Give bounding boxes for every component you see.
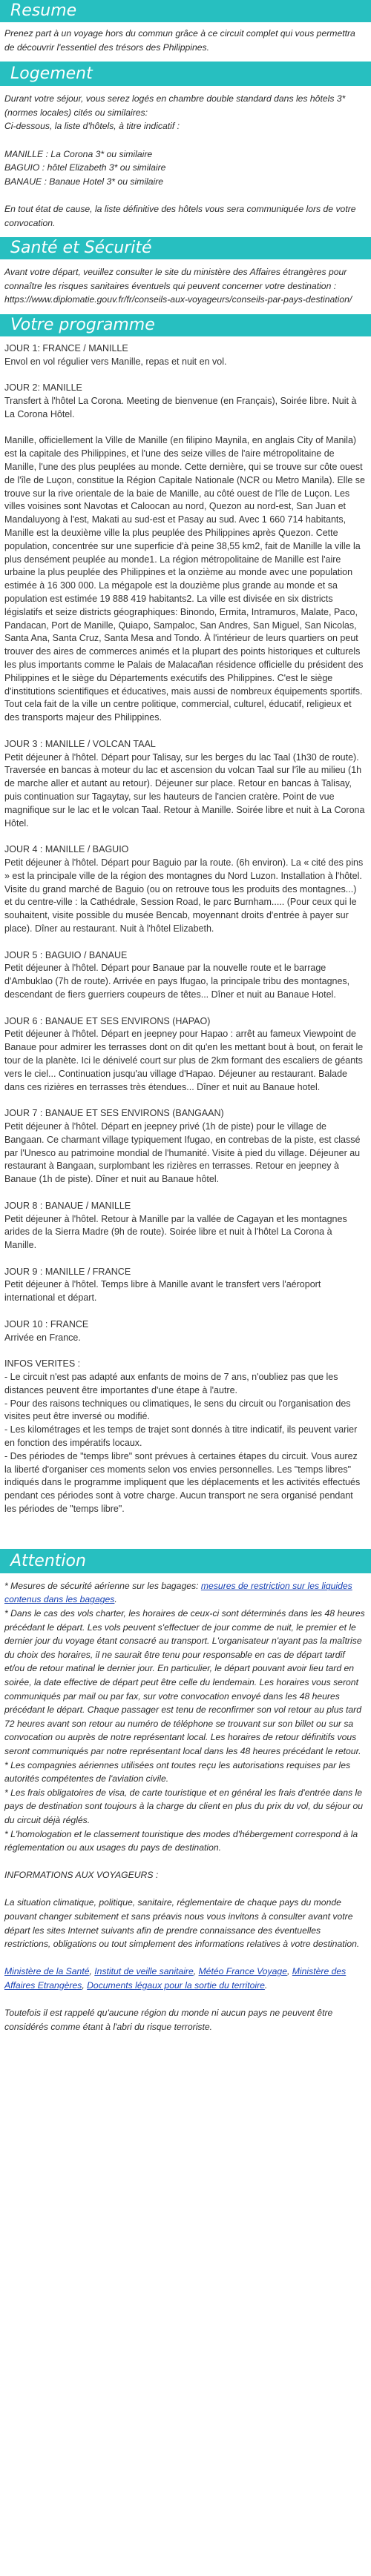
programme-block-heading: JOUR 7 : BANAUE ET SES ENVIRONS (BANGAAN)	[4, 1108, 224, 1119]
sante-text	[4, 265, 367, 307]
programme-block-text: - Des périodes de "temps libre" sont prévues à certaines étapes du circuit. Vous aurez la liberté d'organiser ces moments selon vos envies personnelles. Les "temps libres" indiqués dans le programme impliquent que les déplacements et les activités effectués pendant ces périodes sont à votre charge. Aucun transport ne sera organisé pendant les périodes de "temps libre".	[4, 1450, 361, 1515]
logement-note: En tout état de cause, la liste définitive des hôtels vous sera communiquée lors de votre convocation.	[4, 203, 356, 228]
link-ministere-sante[interactable]: Ministère de la Santé	[4, 1966, 90, 1977]
attention-section	[0, 1573, 371, 2034]
logement-heading: Logement	[0, 62, 371, 86]
liquids-restriction-link[interactable]: mesures de restriction sur les liquides contenus dans les bagages	[4, 1580, 352, 1605]
programme-block-text: - Le circuit n'est pas adapté aux enfants de moins de 7 ans, n'oubliez pas que les distances peuvent être importantes d'une étape à l'autre.	[4, 1372, 338, 1395]
programme-block-heading: JOUR 8 : BANAUE / MANILLE	[4, 1200, 131, 1211]
attention-p1-text: * Mesures de sécurité aérienne sur les bagages:	[4, 1580, 201, 1591]
programme-block-text: Arrivée en France.	[4, 1332, 81, 1343]
attention-p1	[4, 1579, 367, 1607]
programme-block-text: - Pour des raisons techniques ou climatiques, le sens du circuit ou l'organisation des visites peut être inversé ou modifié.	[4, 1398, 351, 1422]
programme-block-heading: JOUR 2: MANILLE	[4, 382, 82, 394]
attention-p1-end: .	[114, 1594, 117, 1605]
programme-heading: Votre programme	[0, 314, 371, 336]
logement-intro2: Ci-dessous, la liste d'hôtels, à titre indicatif :	[4, 121, 180, 132]
attention-p3: * Les compagnies aériennes utilisées ont toutes reçu les autorisations requises par les autorités compétentes de l'aviation civile.	[4, 1759, 351, 1785]
resume-heading: Resume	[0, 0, 371, 22]
link-veille-sanitaire[interactable]: Institut de veille sanitaire	[94, 1966, 194, 1977]
attention-p6: La situation climatique, politique, sanitaire, réglementaire de chaque pays du monde pouvant changer subitement et sans préavis nous vous invitons à consulter avant votre départ les sites Internet suivants afin de prendre connaissance des éventuelles restrictions, obligations ou tout simplement des informations relatives à votre destination.	[4, 1897, 360, 1950]
resume-text: Prenez part à un voyage hors du commun grâce à ce circuit complet qui vous permettra de découvrir l'essentiel des trésors des Philippines.	[4, 28, 355, 53]
attention-p2: * Dans le cas des vols charter, les horaires de ceux-ci sont déterminés dans les 48 heures précédant le départ. Les vols peuvent s'effectuer de jour comme de nuit, le premier et le dernier jour du voyage étant consacré au transport. L'organisateur n'ayant pas la maîtrise du choix des horaires, il ne saurait être tenu pour responsable en cas de départ tardif et/ou de retour matinal le dernier jour. En particulier, le départ pouvant avoir lieu tard en soirée, la date effective de départ peut être celle du lendemain. Les horaires vous seront communiqués par mail ou par fax, sur votre convocation envoyé dans les 48 heures précédant le départ. Chaque passager est tenu de reconfirmer son vol retour au plus tard 72 heures avant son retour au numéro de téléphone se trouvant sur son billet ou sur sa convocation ou auprès de notre représentant local. Les horaires de retour définitifs vous seront communiqués par notre représentant local dans les 48 heures précédant le retour.	[4, 1608, 365, 1756]
link-meteo-france[interactable]: Météo France Voyage	[198, 1966, 287, 1977]
link-documents-legaux[interactable]: Documents légaux pour la sortie du territoire	[87, 1980, 265, 1991]
hotel-item: MANILLE : La Corona 3* ou similaire	[4, 148, 153, 159]
programme-block-heading: Manille, officiellement la Ville de Manille (en filipino Maynila, en anglais City of Manila) est la capitale des Philippines, et l'une des seize villes de l'aire métropolitaine de Manille, l'une des plus peuplées au monde. Cette dernière, qui se trouve sur côte ouest de l'île de Luçon, constitue la Région Capitale Nationale (NCR ou Metro Manila). Elle se trouve sur la rive orientale de la baie de Manille, au côté ouest de l'île de Luçon. Les villes voisines sont Navotas et Caloocan au nord, Quezon au nord-est, San Juan et Mandaluyong à l'est, Makati au sud-est et Pasay au sud. Avec 1 660 714 habitants, Manille est la deuxième ville la plus peuplée des Philippines après Quezon. Cette population, concentrée sur une superficie d'à peine 38,55 km2, fait de Manille la ville la plus densément peuplée au monde1. La région métropolitaine de Manille est l'aire urbaine la plus peuplée des Philippines et la onzième au monde avec une population estimée à 16 300 000. La mégapole est la douzième plus grande au monde et sa population est estimée 19 888 419 habitants2. La ville est divisée en six districts législatifs et seize districts géographiques: Binondo, Ermita, Intramuros, Malate, Paco, Pandacan, Port de Manille, Quiapo, Sampaloc, San Andres, San Miguel, San Nicolas, Santa Ana, Santa Cruz, Santa Mesa and Tondo. À l'intérieur de leurs quartiers on peut trouver des aires de commerces animés et la plupart des points historiques et culturels les plus importants comme le Palais de Malacañan résidence officielle du président des Philippines et le siège du Départements exécutifs des Philippines. C'est le siège d'institutions scientifiques et éducatives, mais aussi de nombreux équipements sportifs. Tout cela fait de la ville un centre politique, commercial, culturel, éducatif, religieux et des transports majeur des Philippines.	[4, 435, 365, 723]
logement-section	[0, 86, 371, 237]
attention-p4: * Les frais obligatoires de visa, de carte touristique et en général les frais d'entrée dans le pays de destination sont toujours à la charge du client en plus du prix du vol, du séjour ou du circuit déjà réglés.	[4, 1787, 364, 1825]
programme-section	[0, 336, 371, 1516]
programme-block-heading: JOUR 9 : MANILLE / FRANCE	[4, 1266, 131, 1277]
attention-heading: Attention	[0, 1549, 371, 1573]
programme-block-text: Petit déjeuner à l'hôtel. Départ en jeepney privé (1h de piste) pour le village de Bangaan. Ce charmant village typiquement Ifugao, en contrebas de la piste, est classé par l'Unesco au patrimoine mondial de l'humanité. Visite à pied du village. Déjeuner au restaurant à Bangaan, surplombant les rizières en terrasses. Retour en jeepney à Banaue (1h de piste). Dîner et nuit au Banaue hôtel.	[4, 1121, 361, 1185]
sante-link[interactable]: https://www.diplomatie.gouv.fr/fr/conseils-aux-voyageurs/conseils-par-pays-destination/	[4, 294, 352, 305]
programme-block-text: Petit déjeuner à l'hôtel. Départ pour Baguio par la route. (6h environ). La « cité des pins » est la principale ville de la région des montagnes du Nord Luzon. Installation à l'hôtel.	[4, 857, 364, 881]
programme-block-heading: JOUR 6 : BANAUE ET SES ENVIRONS (HAPAO)	[4, 1015, 211, 1026]
programme-block-heading: JOUR 10 : FRANCE	[4, 1318, 89, 1330]
programme-block-text: Envol en vol régulier vers Manille, repas et nuit en vol.	[4, 356, 227, 367]
hotel-item: BANAUE : Banaue Hotel 3* ou similaire	[4, 176, 164, 187]
hotel-item: BAGUIO : hôtel Elizabeth 3* ou similaire	[4, 162, 166, 173]
programme-block-text: Petit déjeuner à l'hôtel. Départ pour Banaue par la nouvelle route et le barrage d'Ambuklao (7h de route). Arrivée en pays Ifugao, la principale tribu des montagnes, descendant de fiers guerriers coupeurs de têtes... Dîner et nuit au Banaue Hotel.	[4, 963, 350, 1000]
resume-section	[0, 22, 371, 62]
sante-text-body: Avant votre départ, veuillez consulter le site du ministère des Affaires étrangères pour connaître les risques sanitaires éventuels qui peuvent concerner votre destination :	[4, 267, 347, 291]
logement-intro: Durant votre séjour, vous serez logés en chambre double standard dans les hôtels 3* (normes locales) cités ou similaires:	[4, 93, 346, 118]
info-voyageurs-title: INFORMATIONS AUX VOYAGEURS :	[4, 1870, 159, 1881]
programme-block-text: - Les kilométrages et les temps de trajet sont donnés à titre indicatif, ils peuvent varier en fonction des impératifs locaux.	[4, 1424, 358, 1449]
programme-block-heading: INFOS VERITES :	[4, 1358, 81, 1370]
programme-block-text: Visite du grand marché de Baguio (ou on retrouve tous les produits des montagnes...) et du centre-ville : la Cathédrale, Session Road, le parc Burnham..... (Pour ceux qui le souhaitent, visite possible du musée Bencab, moyennant droits d'entrée à payer sur place). Dîner au restaurant. Nuit à l'hôtel Elizabeth.	[4, 883, 357, 934]
attention-p5: * L'homologation et le classement touristique des modes d'hébergement correspond à la réglementation ou aux usages du pays de destination.	[4, 1828, 358, 1853]
programme-block-heading: JOUR 4 : MANILLE / BAGUIO	[4, 844, 129, 855]
attention-p7: Toutefois il est rappelé qu'aucune région du monde ni aucun pays ne peuvent être considérés comme étant à l'abri du risque terroriste.	[4, 2008, 333, 2032]
programme-block-text: Petit déjeuner à l'hôtel. Départ pour Talisay, sur les berges du lac Taal (1h30 de route). Traversée en bancas à moteur du lac et ascension du volcan Taal sur l'île au milieu (1h de marche aller et autant au retour). Déjeuner sur place. Retour en bancas à Talisay, puis continuation sur Tagaytay, sur les hauteurs de l'ancien cratère. Point de vue magnifique sur le lac et le volcan Taal. Retour à Manille. Soirée libre et nuit à La Corona Hôtel.	[4, 751, 365, 829]
programme-block-text: Petit déjeuner à l'hôtel. Retour à Manille par la vallée de Cagayan et les montagnes arides de la Sierra Madre (9h de route). Soirée libre et nuit à l'hôtel La Corona à Manille.	[4, 1213, 347, 1251]
programme-block-text: Petit déjeuner à l'hôtel. Temps libre à Manille avant le transfert vers l'aéroport international et départ.	[4, 1279, 321, 1304]
sante-section	[0, 259, 371, 314]
programme-block-heading: JOUR 5 : BAGUIO / BANAUE	[4, 949, 128, 960]
link-affaires-etrangeres[interactable]: Ministère des Affaires Etrangères	[4, 1966, 347, 1991]
programme-block-text: Transfert à l'hôtel La Corona. Meeting de bienvenue (en Français), Soirée libre. Nuit à La Corona Hôtel.	[4, 396, 357, 419]
links-list: Ministère de la Santé, Institut de veille sanitaire, Météo France Voyage, Ministère des Affaires Etrangères, Documents légaux pour la sortie du territoire.	[4, 1966, 347, 1991]
programme-block-heading: JOUR 1: FRANCE / MANILLE	[4, 342, 128, 353]
programme-block-heading: JOUR 3 : MANILLE / VOLCAN TAAL	[4, 738, 156, 749]
sante-heading: Santé et Sécurité	[0, 237, 371, 259]
programme-block-text: Petit déjeuner à l'hôtel. Départ en jeepney pour Hapao : arrêt au fameux Viewpoint de Banaue pour admirer les terrasses dont on dit qu'en les mettant bout à bout, on ferait le tour de la planète. Ici le dénivelé court sur plus de 2km formant des escaliers de géants vers le ciel... Continuation jusqu'au village d'Hapao. Déjeuner au restaurant. Balade dans ces rizières en terrasses très étendues... Dîner et nuit au Banaue hotel.	[4, 1029, 364, 1092]
